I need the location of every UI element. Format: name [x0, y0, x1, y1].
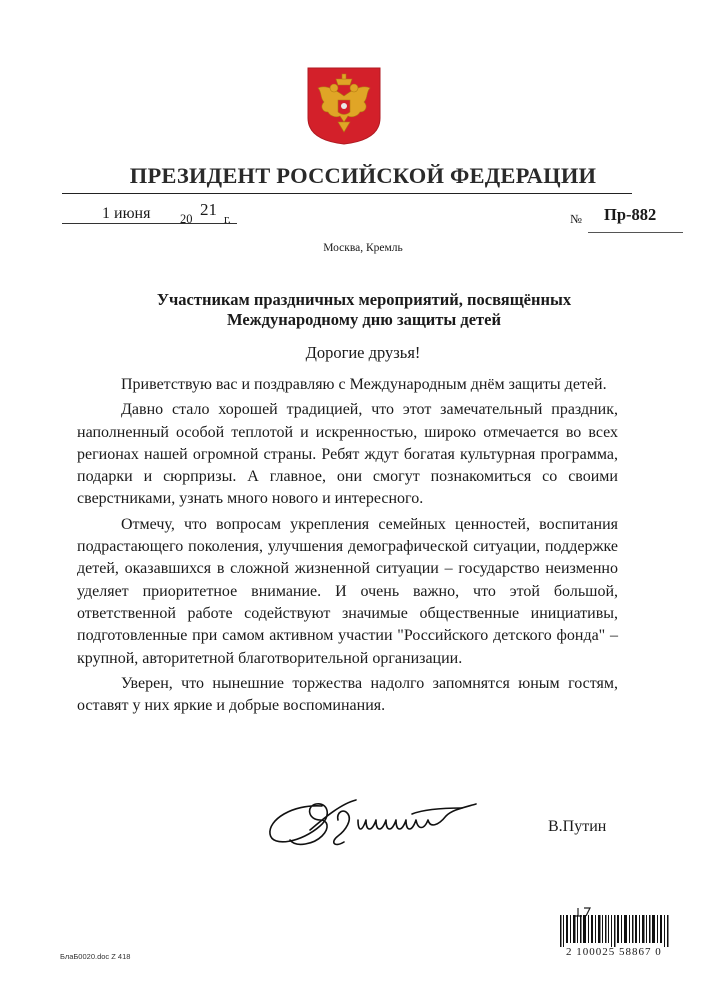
- year-unit: г.: [224, 212, 231, 226]
- document-number: Пр-882: [604, 205, 657, 224]
- subject-line-2: Международному дню защиты детей: [227, 310, 501, 329]
- date-day: 1 июня: [102, 205, 151, 222]
- year-suffix: 21: [200, 200, 217, 219]
- header-divider: [62, 193, 632, 194]
- paragraph: Давно стало хорошей традицией, что этот замечательный праздник, наполненный особой теплотой и искренностью, широко отмечается во всех регионах нашей огромной страны. Ребят ждут богатая культурная программа, подарки и сюрпризы. А главное, они смогут познакомиться со своими сверстниками, узнать много нового и интересного.: [77, 401, 618, 508]
- barcode-number: 2 100025 58867 0: [566, 946, 662, 958]
- document-number-label: №: [570, 212, 582, 226]
- page-title: ПРЕЗИДЕНТ РОССИЙСКОЙ ФЕДЕРАЦИИ: [129, 163, 597, 188]
- greeting: Дорогие друзья!: [305, 343, 421, 362]
- letter-body: [77, 374, 618, 720]
- subject-line-1: Участникам праздничных мероприятий, посвящённых: [156, 290, 572, 309]
- paragraph: Отмечу, что вопросам укрепления семейных ценностей, воспитания подрастающего поколения, улучшения демографической ситуации, поддержке детей, оказавшихся в сложной жизненной ситуации – государство неизменно уделяет приоритетное внимание. И очень важно, что этой большой, ответственной работе содействуют значимые общественные инициативы, подготовленные при самом активном участии "Российского детского фонда" – крупной, авторитетной благотворительной организации.: [77, 515, 618, 667]
- paragraph: Уверен, что нынешние торжества надолго запомнятся юным гостям, оставят у них яркие и добрые воспоминания.: [77, 674, 618, 715]
- letter-subject: [60, 290, 668, 330]
- barcode: [560, 915, 670, 947]
- place-of-issue: Москва, Кремль: [323, 242, 403, 254]
- year-underline: [198, 223, 220, 224]
- coat-of-arms-icon: [306, 66, 382, 146]
- year-prefix: 20: [180, 212, 193, 226]
- file-reference: БлаБ0020.doc Z 418: [60, 952, 131, 961]
- signer-name: В.Путин: [548, 818, 607, 835]
- paragraph: Приветствую вас и поздравляю с Международным днём защиты детей.: [121, 376, 607, 393]
- signature: [262, 790, 502, 860]
- document-number-underline: [588, 232, 683, 233]
